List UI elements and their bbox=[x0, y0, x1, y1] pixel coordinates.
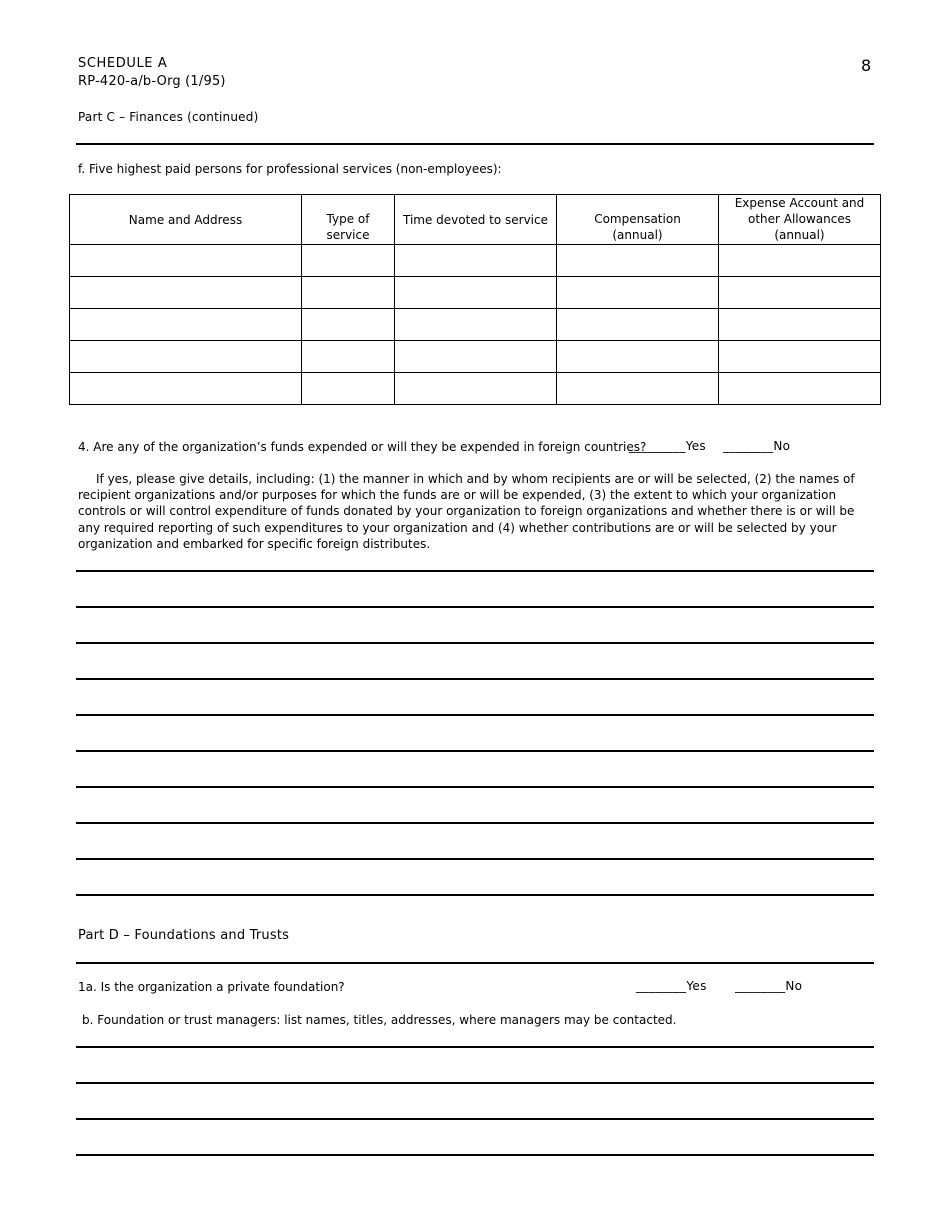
table-cell[interactable] bbox=[395, 309, 557, 341]
schedule-label: SCHEDULE A bbox=[78, 56, 168, 71]
answer-line[interactable] bbox=[76, 894, 874, 896]
table-row bbox=[70, 341, 881, 373]
column-header: Type of service bbox=[302, 195, 395, 245]
table-cell[interactable] bbox=[719, 341, 881, 373]
table-cell[interactable] bbox=[302, 277, 395, 309]
answer-line[interactable] bbox=[76, 1046, 874, 1048]
question-4-no-option[interactable]: ________No bbox=[723, 439, 791, 453]
question-1b-label: b. Foundation or trust managers: list names, titles, addresses, where managers may be contacted. bbox=[82, 1013, 677, 1027]
question-1a-yes-option[interactable]: ________Yes bbox=[636, 979, 707, 993]
table-cell[interactable] bbox=[70, 373, 302, 405]
column-header: Compensation (annual) bbox=[557, 195, 719, 245]
table-cell[interactable] bbox=[557, 373, 719, 405]
answer-line[interactable] bbox=[76, 678, 874, 680]
question-4-details: If yes, please give details, including: (1) the manner in which and by whom recipients are or will be selected, (2) the names of recipient organizations and/or purposes for which the funds are or will be expended, (3) the extent to which your organization controls or will control expenditure of funds donated by your organization to foreign organizations and whether there is or will be any required reporting of such expenditures to your organization and (4) whether contributions are or will be selected by your organization and embarked for specific foreign distributes. bbox=[78, 472, 855, 551]
table-row bbox=[70, 277, 881, 309]
table-cell[interactable] bbox=[719, 245, 881, 277]
column-header: Expense Account and other Allowances (annual) bbox=[719, 195, 881, 245]
answer-line[interactable] bbox=[76, 606, 874, 608]
column-header: Name and Address bbox=[70, 195, 302, 245]
answer-line[interactable] bbox=[76, 570, 874, 572]
answer-line[interactable] bbox=[76, 786, 874, 788]
table-cell[interactable] bbox=[557, 309, 719, 341]
table-row bbox=[70, 245, 881, 277]
answer-line[interactable] bbox=[76, 822, 874, 824]
question-4-label: 4. Are any of the organization’s funds expended or will they be expended in foreign countries? bbox=[78, 440, 647, 454]
table-cell[interactable] bbox=[70, 309, 302, 341]
table-cell[interactable] bbox=[557, 341, 719, 373]
page-number: 8 bbox=[861, 56, 872, 75]
answer-line[interactable] bbox=[76, 642, 874, 644]
section-divider bbox=[76, 962, 874, 964]
table-cell[interactable] bbox=[70, 277, 302, 309]
table-cell[interactable] bbox=[557, 245, 719, 277]
part-c-title: Part C – Finances (continued) bbox=[78, 110, 259, 124]
table-cell[interactable] bbox=[302, 373, 395, 405]
question-f-label: f. Five highest paid persons for professional services (non-employees): bbox=[78, 162, 502, 176]
table-header-row bbox=[70, 195, 881, 245]
answer-line[interactable] bbox=[76, 1118, 874, 1120]
table-cell[interactable] bbox=[395, 373, 557, 405]
answer-line[interactable] bbox=[76, 858, 874, 860]
question-1a-label: 1a. Is the organization a private foundation? bbox=[78, 980, 345, 994]
table-cell[interactable] bbox=[395, 341, 557, 373]
professional-services-table bbox=[69, 194, 881, 405]
table-cell[interactable] bbox=[719, 309, 881, 341]
table-cell[interactable] bbox=[302, 341, 395, 373]
answer-line[interactable] bbox=[76, 1154, 874, 1156]
table-row bbox=[70, 373, 881, 405]
table-cell[interactable] bbox=[302, 245, 395, 277]
question-1a-no-option[interactable]: ________No bbox=[735, 979, 803, 993]
table-cell[interactable] bbox=[719, 277, 881, 309]
table-cell[interactable] bbox=[395, 245, 557, 277]
table-cell[interactable] bbox=[302, 309, 395, 341]
table-row bbox=[70, 309, 881, 341]
table-cell[interactable] bbox=[70, 245, 302, 277]
answer-line[interactable] bbox=[76, 750, 874, 752]
table-cell[interactable] bbox=[557, 277, 719, 309]
answer-line[interactable] bbox=[76, 1082, 874, 1084]
table-cell[interactable] bbox=[395, 277, 557, 309]
column-header: Time devoted to service bbox=[395, 195, 557, 245]
question-4-yes-option[interactable]: _________Yes bbox=[629, 439, 706, 453]
part-d-title: Part D – Foundations and Trusts bbox=[78, 928, 290, 943]
table-cell[interactable] bbox=[719, 373, 881, 405]
answer-line[interactable] bbox=[76, 714, 874, 716]
section-divider bbox=[76, 143, 874, 145]
form-id: RP-420-a/b-Org (1/95) bbox=[78, 74, 226, 89]
table-cell[interactable] bbox=[70, 341, 302, 373]
